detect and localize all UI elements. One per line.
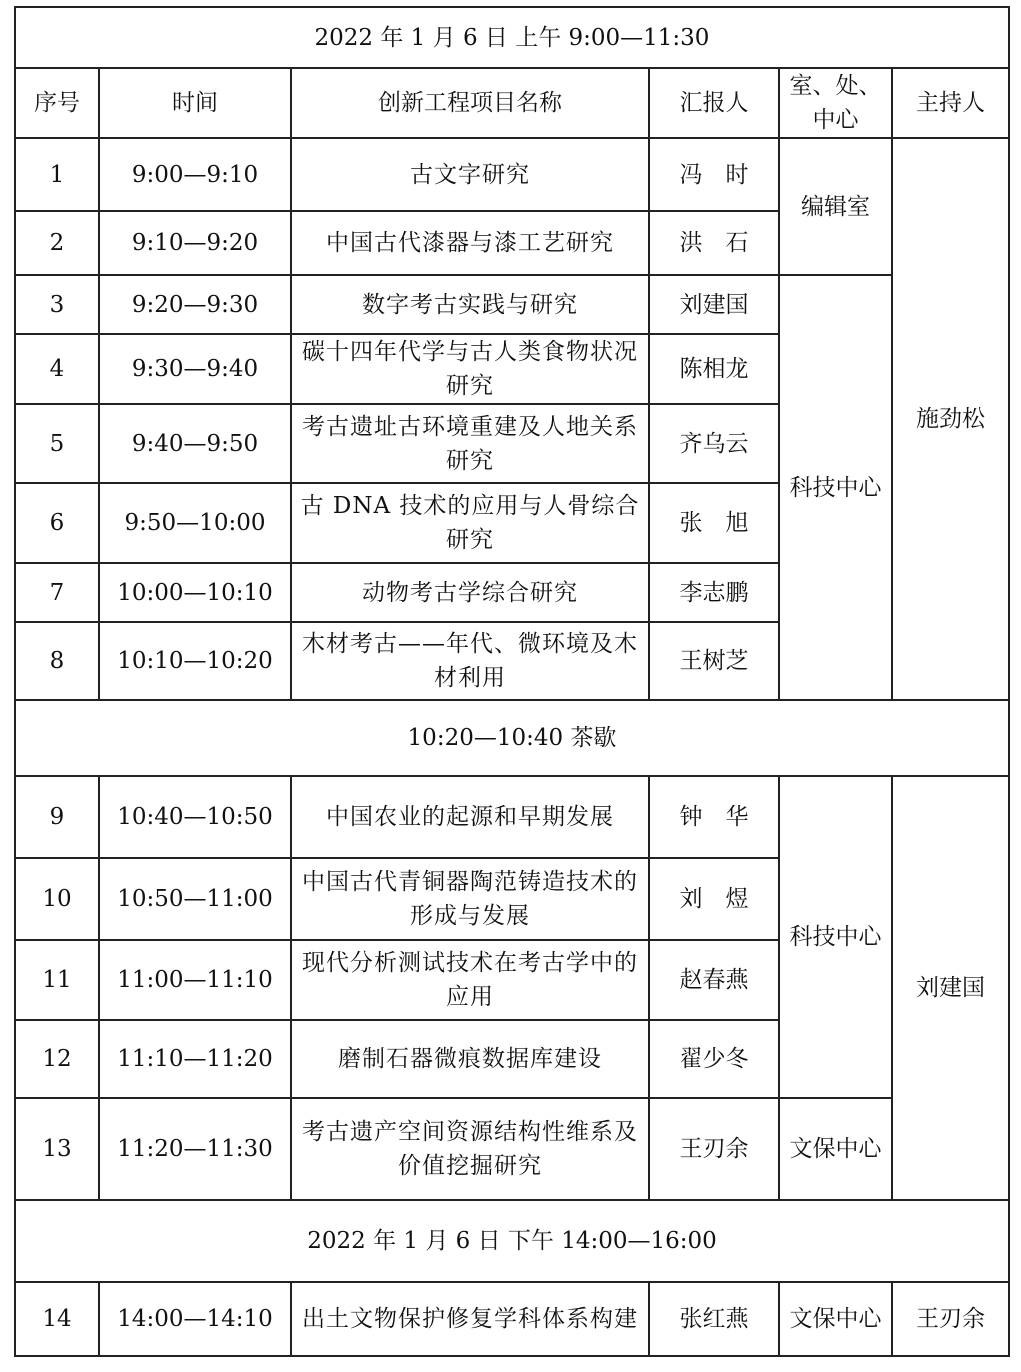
row-time: 11:10—11:20	[99, 1020, 291, 1098]
table-row	[15, 1098, 1009, 1200]
table-row	[15, 776, 1009, 858]
row-reporter: 赵春燕	[649, 940, 779, 1020]
row-time: 10:00—10:10	[99, 563, 291, 622]
row-reporter: 刘 煜	[649, 858, 779, 940]
row-no: 1	[15, 138, 99, 211]
row-reporter: 张红燕	[649, 1282, 779, 1356]
host-afternoon: 王刃余	[892, 1282, 1009, 1356]
row-project: 考古遗址古环境重建及人地关系研究	[291, 404, 649, 483]
row-time: 9:50—10:00	[99, 483, 291, 563]
header-no: 序号	[15, 68, 99, 138]
row-reporter: 张 旭	[649, 483, 779, 563]
table-row	[15, 275, 1009, 334]
row-no: 3	[15, 275, 99, 334]
row-project: 数字考古实践与研究	[291, 275, 649, 334]
row-time: 9:40—9:50	[99, 404, 291, 483]
office-conservation-b: 文保中心	[779, 1282, 892, 1356]
row-no: 13	[15, 1098, 99, 1200]
header-host: 主持人	[892, 68, 1009, 138]
row-time: 10:10—10:20	[99, 622, 291, 700]
row-time: 10:50—11:00	[99, 858, 291, 940]
row-time: 10:40—10:50	[99, 776, 291, 858]
row-reporter: 李志鹏	[649, 563, 779, 622]
row-no: 8	[15, 622, 99, 700]
row-reporter: 钟 华	[649, 776, 779, 858]
break-row	[15, 700, 1009, 776]
table-row	[15, 138, 1009, 211]
row-reporter: 冯 时	[649, 138, 779, 211]
row-reporter: 齐乌云	[649, 404, 779, 483]
session-title-row	[15, 7, 1009, 68]
office-editorial: 编辑室	[779, 138, 892, 275]
row-project: 古文字研究	[291, 138, 649, 211]
row-time: 11:20—11:30	[99, 1098, 291, 1200]
row-project: 动物考古学综合研究	[291, 563, 649, 622]
row-no: 12	[15, 1020, 99, 1098]
row-project: 中国古代青铜器陶范铸造技术的形成与发展	[291, 858, 649, 940]
row-no: 10	[15, 858, 99, 940]
header-office: 室、处、中心	[779, 68, 892, 138]
header-time: 时间	[99, 68, 291, 138]
row-project: 现代分析测试技术在考古学中的应用	[291, 940, 649, 1020]
row-project: 木材考古——年代、微环境及木材利用	[291, 622, 649, 700]
row-no: 9	[15, 776, 99, 858]
row-reporter: 翟少冬	[649, 1020, 779, 1098]
header-reporter: 汇报人	[649, 68, 779, 138]
row-time: 11:00—11:10	[99, 940, 291, 1020]
row-no: 14	[15, 1282, 99, 1356]
tea-break: 10:20—10:40 茶歇	[15, 700, 1009, 776]
row-reporter: 陈相龙	[649, 334, 779, 404]
row-no: 2	[15, 211, 99, 275]
header-project: 创新工程项目名称	[291, 68, 649, 138]
host-morning-second: 刘建国	[892, 776, 1009, 1200]
row-project: 磨制石器微痕数据库建设	[291, 1020, 649, 1098]
office-tech-a: 科技中心	[779, 275, 892, 700]
row-reporter: 王树芝	[649, 622, 779, 700]
session-title-row	[15, 1200, 1009, 1282]
row-time: 9:20—9:30	[99, 275, 291, 334]
row-no: 6	[15, 483, 99, 563]
row-project: 中国古代漆器与漆工艺研究	[291, 211, 649, 275]
row-project: 古 DNA 技术的应用与人骨综合研究	[291, 483, 649, 563]
session-morning-title: 2022 年 1 月 6 日 上午 9:00—11:30	[15, 7, 1009, 68]
office-tech-b: 科技中心	[779, 776, 892, 1098]
session-afternoon-title: 2022 年 1 月 6 日 下午 14:00—16:00	[15, 1200, 1009, 1282]
row-no: 5	[15, 404, 99, 483]
row-no: 11	[15, 940, 99, 1020]
table-row	[15, 1282, 1009, 1356]
row-time: 9:10—9:20	[99, 211, 291, 275]
row-time: 9:00—9:10	[99, 138, 291, 211]
row-no: 7	[15, 563, 99, 622]
row-time: 14:00—14:10	[99, 1282, 291, 1356]
row-reporter: 洪 石	[649, 211, 779, 275]
row-reporter: 王刃余	[649, 1098, 779, 1200]
row-project: 出土文物保护修复学科体系构建	[291, 1282, 649, 1356]
office-conservation-a: 文保中心	[779, 1098, 892, 1200]
row-time: 9:30—9:40	[99, 334, 291, 404]
row-reporter: 刘建国	[649, 275, 779, 334]
schedule-table	[14, 6, 1010, 1357]
row-project: 碳十四年代学与古人类食物状况研究	[291, 334, 649, 404]
host-morning-first: 施劲松	[892, 138, 1009, 700]
header-row	[15, 68, 1009, 138]
row-no: 4	[15, 334, 99, 404]
row-project: 中国农业的起源和早期发展	[291, 776, 649, 858]
row-project: 考古遗产空间资源结构性维系及价值挖掘研究	[291, 1098, 649, 1200]
